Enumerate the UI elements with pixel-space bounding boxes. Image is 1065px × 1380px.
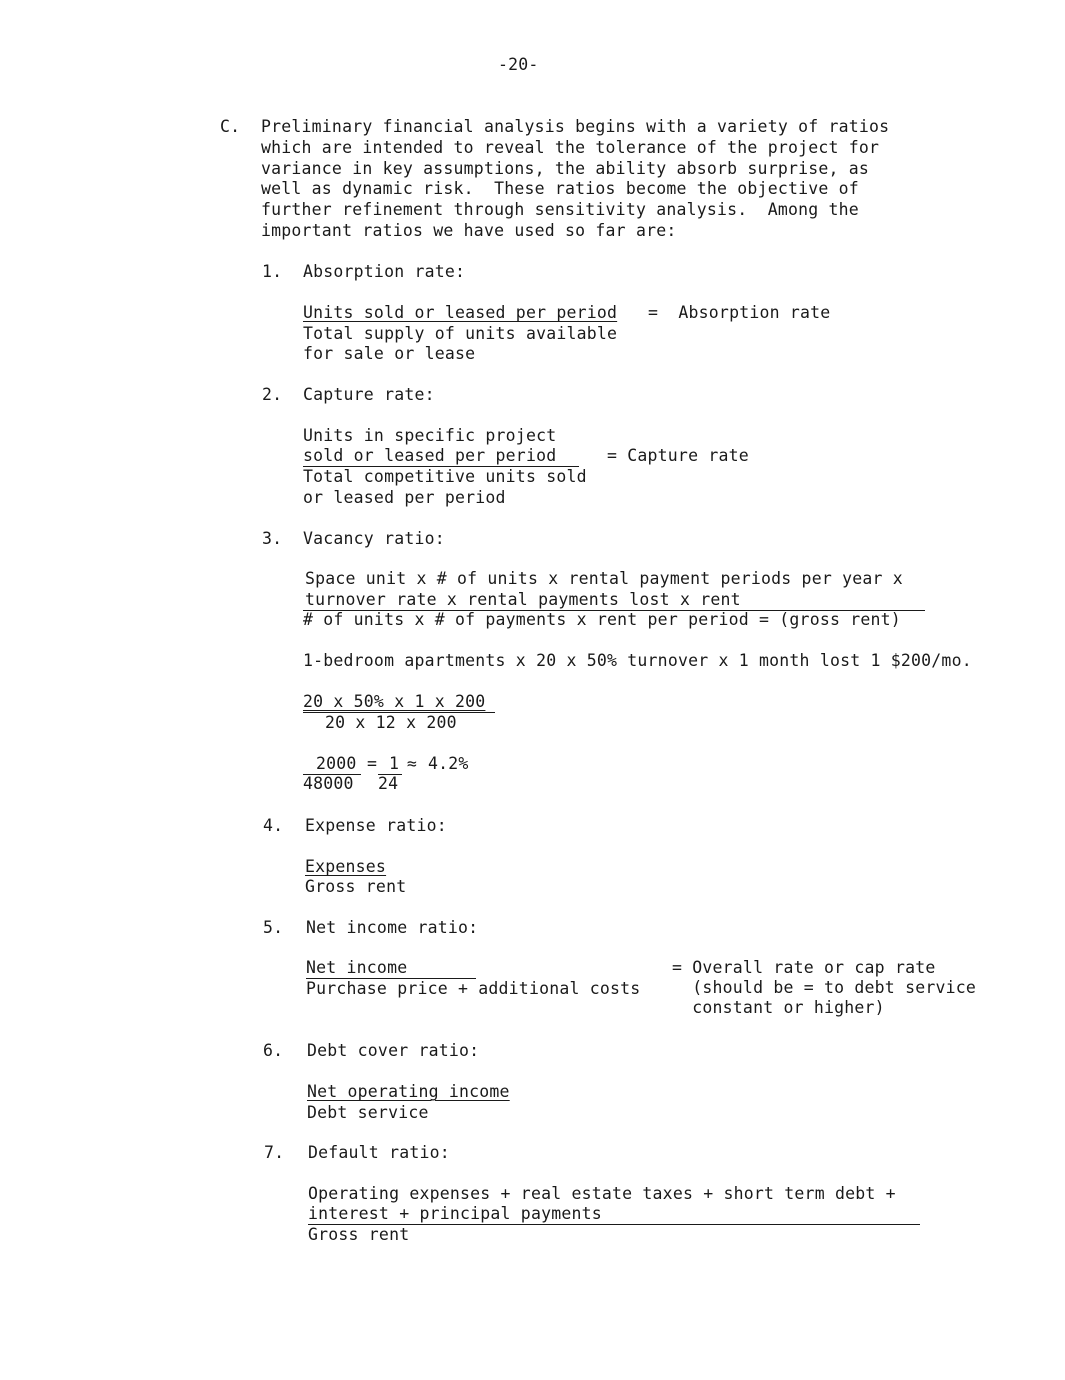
- fraction-denominator: Gross rent: [308, 1225, 410, 1244]
- fraction-numerator: sold or leased per period: [303, 446, 557, 465]
- fraction-denominator: for sale or lease: [303, 344, 476, 363]
- item-title: Debt cover ratio:: [307, 1041, 480, 1060]
- item-number: 6.: [263, 1041, 284, 1060]
- item-title: Capture rate:: [303, 385, 435, 404]
- fraction-numerator: Units sold or leased per period: [303, 303, 618, 322]
- fraction-denominator: Purchase price + additional costs: [306, 979, 641, 998]
- fraction-numerator: turnover rate x rental payments lost x rent: [305, 590, 741, 609]
- fraction-numerator: Net income: [306, 958, 408, 977]
- ratio-result: = Capture rate: [607, 446, 749, 465]
- item-title: Vacancy ratio:: [303, 529, 445, 548]
- item-title: Absorption rate:: [303, 262, 466, 281]
- ratio-result: = Overall rate or cap rate: [672, 958, 936, 977]
- calc-approx: ≈: [407, 754, 418, 773]
- calc-denominator: 48000: [303, 774, 354, 793]
- fraction-denominator: # of units x # of payments x rent per period = (gross rent): [303, 610, 901, 629]
- intro-line: further refinement through sensitivity analysis. Among the: [261, 200, 859, 219]
- fraction-numerator: Net operating income: [307, 1082, 510, 1101]
- calc-numerator: 20 x 50% x 1 x 200: [303, 692, 486, 711]
- intro-line: well as dynamic risk. These ratios become the objective of: [261, 179, 859, 198]
- fraction-denominator: Debt service: [307, 1103, 429, 1122]
- item-title: Default ratio:: [308, 1143, 450, 1162]
- calc-numerator: 1: [389, 754, 400, 773]
- fraction-numerator: interest + principal payments: [308, 1204, 602, 1223]
- fraction-denominator: Gross rent: [305, 877, 407, 896]
- item-number: 3.: [262, 529, 283, 548]
- intro-line: variance in key assumptions, the ability absorb surprise, as: [261, 159, 870, 178]
- intro-line: Preliminary financial analysis begins with a variety of ratios: [261, 117, 890, 136]
- item-number: 2.: [262, 385, 283, 404]
- calc-denominator: 24: [378, 774, 399, 793]
- example-line: 1-bedroom apartments x 20 x 50% turnover x 1 month lost 1 $200/mo.: [303, 651, 972, 670]
- section-marker: C.: [220, 117, 241, 136]
- fraction-denominator: or leased per period: [303, 488, 506, 507]
- intro-line: important ratios we have used so far are:: [261, 221, 677, 240]
- item-number: 7.: [264, 1143, 285, 1162]
- ratio-result: = Absorption rate: [648, 303, 831, 322]
- calc-equals: =: [367, 754, 378, 773]
- item-title: Expense ratio:: [305, 816, 447, 835]
- fraction-numerator: Expenses: [305, 857, 387, 876]
- fraction-denominator: Total competitive units sold: [303, 467, 587, 486]
- fraction-numerator: Units in specific project: [303, 426, 557, 445]
- item-title: Net income ratio:: [306, 918, 479, 937]
- fraction-numerator: Operating expenses + real estate taxes + short term debt +: [308, 1184, 896, 1203]
- item-number: 5.: [263, 918, 284, 937]
- calc-result: 4.2%: [428, 754, 469, 773]
- item-number: 1.: [262, 262, 283, 281]
- calc-denominator: 20 x 12 x 200: [325, 713, 457, 732]
- intro-line: which are intended to reveal the tolerance of the project for: [261, 138, 880, 157]
- fraction-denominator: Total supply of units available: [303, 324, 618, 343]
- ratio-result-note: constant or higher): [672, 998, 885, 1017]
- calc-numerator: 2000: [316, 754, 357, 773]
- fraction-numerator: Space unit x # of units x rental payment periods per year x: [305, 569, 903, 588]
- item-number: 4.: [263, 816, 284, 835]
- page-number: -20-: [498, 55, 539, 74]
- ratio-result-note: (should be = to debt service: [672, 978, 977, 997]
